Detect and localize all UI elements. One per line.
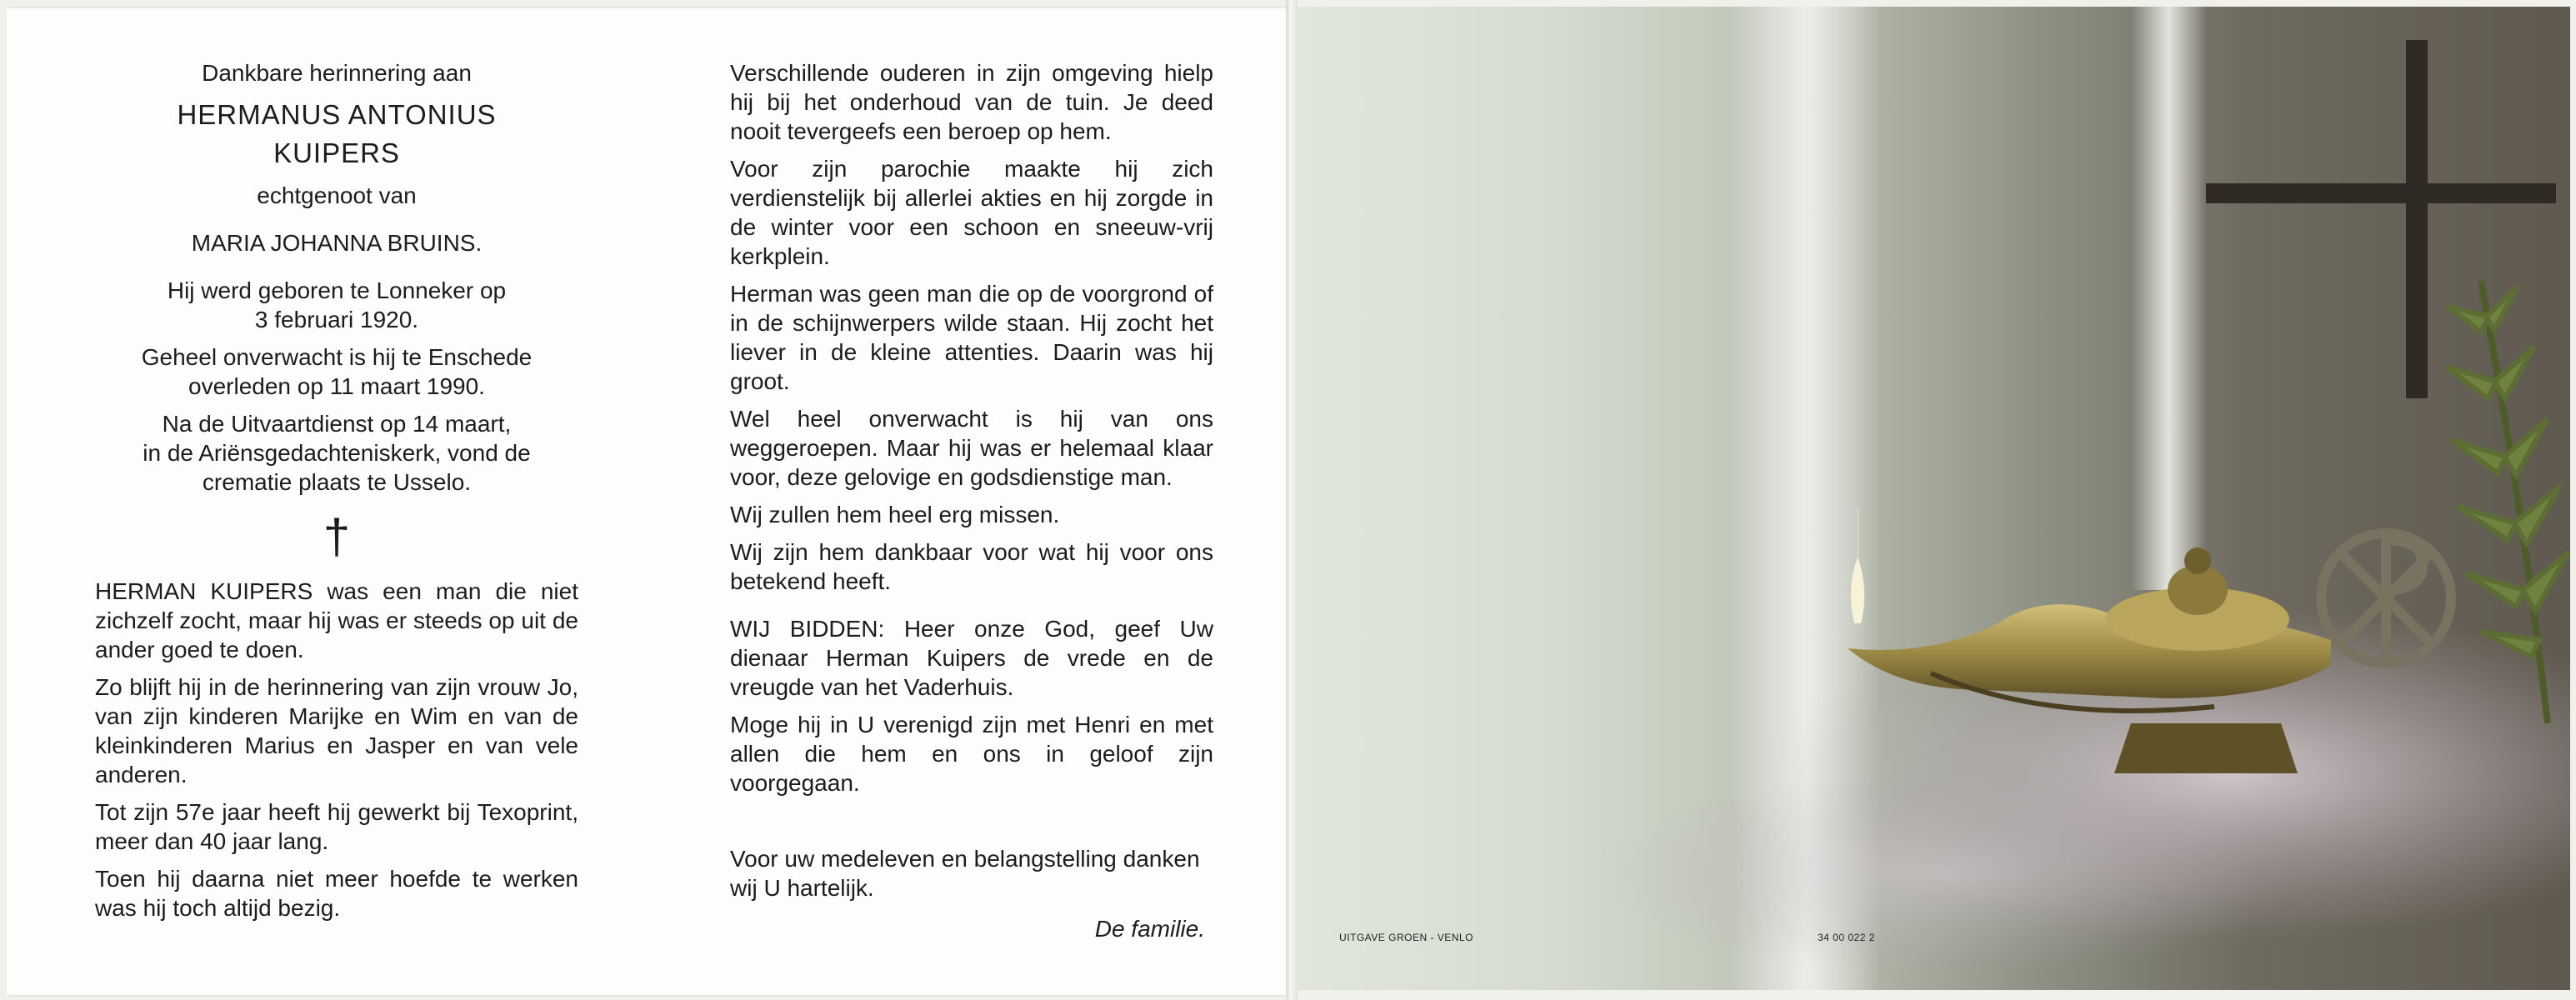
service-line3: crematie plaats te Usselo. xyxy=(202,469,472,495)
paragraph: Wij zullen hem heel erg missen. xyxy=(730,502,1060,528)
paragraph: Voor zijn parochie maakte hij zich verdienstelijk bij allerlei akties en hij zorgde in de winter voor een schoon en sneeuw-vrij kerkplein. xyxy=(730,156,1213,269)
died-line2: overleden op 11 maart 1990. xyxy=(188,373,485,399)
product-code: 34 00 022 2 xyxy=(1818,932,1875,943)
paragraph: Moge hij in U verenigd zijn met Henri en met allen die hem en ons in geloof zijn voorgegaan. xyxy=(730,712,1213,796)
text-column-right xyxy=(730,58,1213,943)
cross-icon xyxy=(2206,40,2556,398)
memorial-card-text-side xyxy=(7,8,1286,995)
signature: De familie. xyxy=(1094,916,1205,942)
memorial-card-picture-side xyxy=(1298,7,2570,990)
paragraph: Wij zijn hem dankbaar voor wat hij voor ons betekend heeft. xyxy=(730,539,1213,594)
illustration xyxy=(1298,7,2570,990)
cross-icon: † xyxy=(323,510,351,564)
service-line2: in de Ariënsgedachteniskerk, vond de xyxy=(143,440,531,466)
relation-line: echtgenoot van xyxy=(257,182,417,208)
paragraph: Verschillende ouderen in zijn omgeving hielp hij bij het onderhoud van de tuin. Je deed nooit tevergeefs een beroep op hem. xyxy=(730,60,1213,144)
paragraph: Zo blijft hij in de herinnering van zijn vrouw Jo, van zijn kinderen Marijke en Wim en van de kleinkinderen Marius en Jasper en van vele anderen. xyxy=(95,674,578,788)
service-line1: Na de Uitvaartdienst op 14 maart, xyxy=(162,411,512,437)
died-line1: Geheel onverwacht is hij te Enschede xyxy=(141,344,533,370)
deceased-name-line2: KUIPERS xyxy=(273,138,400,168)
paragraph: Herman was geen man die op de voorgrond of in de schijnwerpers wilde staan. Hij zocht het liever in de kleine attenties. Daarin was hij groot. xyxy=(730,281,1213,394)
paragraph: Tot zijn 57e jaar heeft hij gewerkt bij Texoprint, meer dan 40 jaar lang. xyxy=(95,799,578,854)
deceased-name-line1: HERMANUS ANTONIUS xyxy=(177,99,497,130)
born-line1: Hij werd geboren te Lonneker op xyxy=(167,278,507,303)
paragraph: Toen hij daarna niet meer hoefde te werken was hij toch altijd bezig. xyxy=(95,866,578,921)
mist xyxy=(1598,773,2298,973)
chi-rho-icon xyxy=(2321,533,2451,663)
prayer: WIJ BIDDEN: Heer onze God, geef Uw dienaar Herman Kuipers de vrede en de vreugde van het Vaderhuis. xyxy=(730,616,1213,700)
light-beam xyxy=(2131,7,2206,590)
card-fold xyxy=(1286,0,1298,1000)
text-column-left xyxy=(95,58,578,922)
publisher-imprint: UITGAVE GROEN - VENLO xyxy=(1339,932,1473,943)
born-line2: 3 februari 1920. xyxy=(254,307,419,332)
paragraph: Wel heel onverwacht is hij van ons weggeroepen. Maar hij was er helemaal klaar voor, deze gelovige en godsdienstige man. xyxy=(730,406,1213,490)
paragraph: HERMAN KUIPERS was een man die niet zichzelf zocht, maar hij was er steeds op uit de ander goed te doen. xyxy=(95,578,578,662)
thanks-line: Voor uw medeleven en belangstelling danken wij U hartelijk. xyxy=(730,846,1200,901)
spouse-name: MARIA JOHANNA BRUINS. xyxy=(191,230,483,256)
intro-line: Dankbare herinnering aan xyxy=(202,60,472,86)
